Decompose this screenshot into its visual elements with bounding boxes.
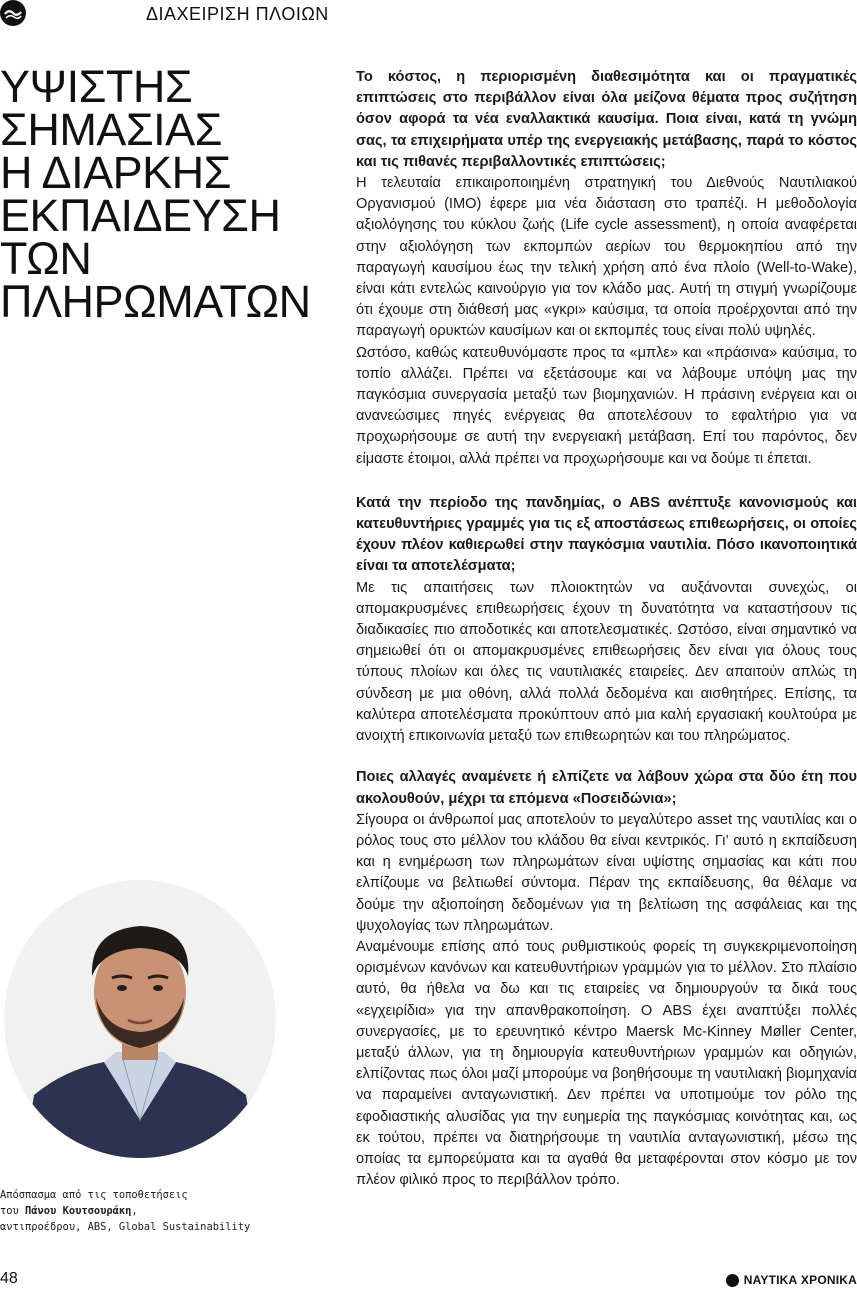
photo-caption bbox=[0, 1187, 300, 1235]
answer-3-paragraph-1: Σίγουρα οι άνθρωποί μας αποτελούν το μεγαλύτερο asset της ναυτιλίας και ο ρόλος τους στο μέλλον του κλάδου θα είναι κεντρικός. Γι’ αυτό η εκπαίδευση και η ενημέρωση των πληρωμάτων είναι υψίστης σημασίας και κάτι που ελπίζουμε να βελτιωθεί σύντομα. Πέραν της εκπαίδευσης, θα θέλαμε να δούμε την αξιοποίηση δεδομένων για τη βελτίωση της ασφάλειας και της ψυχολογίας των πληρωμάτων. bbox=[356, 811, 857, 934]
answer-3-paragraph-2: Αναμένουμε επίσης από τους ρυθμιστικούς φορείς τη συγκεκριμενοποίηση ορισμένων κανόνων και κατευθυντήριων γραμμών για το μέλλον. Στο πλαίσιο αυτό, θα ήθελα να δω και τις εταιρείες να δημιουργούν τα δικά τους «εγχειρίδια» για την απανθρακοποίηση. Ο ABS έχει αναπτύξει πολλές συνεργασίες, με το ερευνητικό κέντρο Maersk Mc-Kinney Møller Center, μεταξύ άλλων, για τη δημιουργία κατευθυντήριων γραμμών και οδηγιών, ελπίζοντας πως όλοι μαζί μπορούμε να βοηθήσουμε τη ναυτιλιακή βιομηχανία να παραμείνει ανταγωνιστική. Δεν πρέπει να υποτιμούμε τον ρόλο της εφοδιαστικής αλυσίδας για την ευημερία της παγκόσμιας κοινότητας και, ως εκ τούτου, πρέπει να διατηρήσουμε τη ναυτιλία ανταγωνιστική, μέσω της οποίας τα εμπορεύματα και τα αγαθά θα μεταφέρονται στον κόσμο με τον πλέον φιλικό προς το περιβάλλον τρόπο. bbox=[356, 938, 857, 1189]
caption-line-3: αντιπροέδρου, ABS, Global Sustainability bbox=[0, 1221, 251, 1233]
caption-suffix: , bbox=[131, 1205, 138, 1217]
headline-line: Η ΔΙΑΡΚΗΣ bbox=[0, 147, 231, 198]
article-body bbox=[356, 67, 857, 1191]
page-number: 48 bbox=[0, 1270, 18, 1287]
footer-brand bbox=[726, 1273, 857, 1287]
portrait-photo bbox=[4, 880, 276, 1158]
caption-person-name: Πάνου Κουτσουράκη bbox=[25, 1205, 132, 1217]
section-label: ΔΙΑΧΕΙΡΙΣΗ ΠΛΟΙΩΝ bbox=[146, 4, 329, 24]
answer-2-paragraph-1: Με τις απαιτήσεις των πλοιοκτητών να αυξάνονται συνεχώς, οι απομακρυσμένες επιθεωρήσεις έχουν τη δυνατότητα να καταστήσουν τις διαδικασίες πιο αποδοτικές και αποτελεσματικές. Ωστόσο, είναι σημαντικό να σημειωθεί ότι οι απομακρυσμένες επιθεωρήσεις δεν είναι για όλους τους τύπους πλοίων και όλες τις ναυτιλιακές εταιρείες. Δεν απαιτούν απλώς τη σύνδεση με μια οθόνη, αλλά πολλά δεδομένα και αισθητήρες. Επίσης, τα καλύτερα αποτελέσματα προκύπτουν από μια καλή εργασιακή κουλτούρα με ανοιχτή επικοινωνία μεταξύ των επιθεωρητών και του πληρώματος. bbox=[356, 579, 857, 745]
brand-name: ΝΑΥΤΙΚΑ ΧΡΟΝΙΚΑ bbox=[743, 1273, 857, 1287]
headline-line: ΣΗΜΑΣΙΑΣ bbox=[0, 104, 222, 155]
headline-line: ΤΩΝ bbox=[0, 233, 92, 284]
question-1: Το κόστος, η περιορισμένη διαθεσιμότητα και οι πραγματικές επιπτώσεις στο περιβάλλον είναι όλα μείζονα θέματα προς συζήτηση όσον αφορά τα νέα εναλλακτικά καυσίμα. Ποια είναι, κατά τη γνώμη σας, τα επιχειρήματα υπέρ της ενεργειακής μετάβασης, παρά το κόστος και τις πιθανές περιβαλλοντικές επιπτώσεις; bbox=[356, 69, 857, 170]
caption-line-2 bbox=[0, 1203, 300, 1219]
answer-1-paragraph-2: Ωστόσο, καθώς κατευθυνόμαστε προς τα «μπλε» και «πράσινα» καύσιμα, το τοπίο αλλάζει. Πρέπει να εξετάσουμε και να λάβουμε υπόψη μας την παγκόσμια συνεργασία μεταξύ των βιομηχανιών. Η πράσινη ενέργεια και οι ανανεώσιμες πηγές ενέργειας θα αποτελέσουν το εφαλτήριο για να προχωρήσουμε σε αυτή την ενεργειακή μετάβαση. Επί του παρόντος, δεν είμαστε έτοιμοι, αλλά πρέπει να προχωρήσουμε και να δούμε τι έπεται. bbox=[356, 344, 857, 467]
caption-line-1: Απόσπασμα από τις τοποθετήσεις bbox=[0, 1189, 188, 1201]
headline bbox=[0, 61, 340, 327]
question-2: Κατά την περίοδο της πανδημίας, ο ABS ανέπτυξε κανονισμούς και κατευθυντήριες γραμμές για τις εξ αποστάσεως επιθεωρήσεις, οι οποίες έχουν πλέον καθιερωθεί στην παγκόσμια ναυτιλία. Πόσο ικανοποιητικά είναι τα αποτελέσματα; bbox=[356, 494, 857, 575]
answer-1-paragraph-1: Η τελευταία επικαιροποιημένη στρατηγική του Διεθνούς Ναυτιλιακού Οργανισμού (IMO) έφερε μια νέα διάσταση στο τραπέζι. Η μεθοδολογία αξιολόγησης του κύκλου ζωής (Life cycle assessment), η οποία αναφέρεται στην αξιολόγηση των εκπομπών αερίων του θερμοκηπίου από την παραγωγή καυσίμου έως την τελική χρήση από ένα πλοίο (Well-to-Wake), είναι κάτι εντελώς καινούργιο για τον κλάδο μας. Αυτή τη στιγμή γνωρίζουμε ότι έχουμε στη διάθεσή μας «γκρι» καύσιμα, τα οποία προέρχονται από την παραγωγή ορυκτών καυσίμων και οι εκπομπές τους είναι πολύ υψηλές. bbox=[356, 175, 857, 340]
headline-line: ΥΨΙΣΤΗΣ bbox=[0, 61, 193, 112]
headline-line: ΠΛΗΡΩΜΑΤΩΝ bbox=[0, 276, 311, 327]
caption-prefix: του bbox=[0, 1205, 26, 1217]
question-3: Ποιες αλλαγές αναμένετε ή ελπίζετε να λάβουν χώρα στα δύο έτη που ακολουθούν, μέχρι τα επόμενα «Ποσειδώνια»; bbox=[356, 769, 857, 807]
brand-logo-icon bbox=[726, 1274, 739, 1287]
headline-line: ΕΚΠΑΙΔΕΥΣΗ bbox=[0, 190, 281, 241]
portrait-illustration bbox=[4, 880, 276, 1158]
wave-logo-icon bbox=[0, 0, 26, 26]
